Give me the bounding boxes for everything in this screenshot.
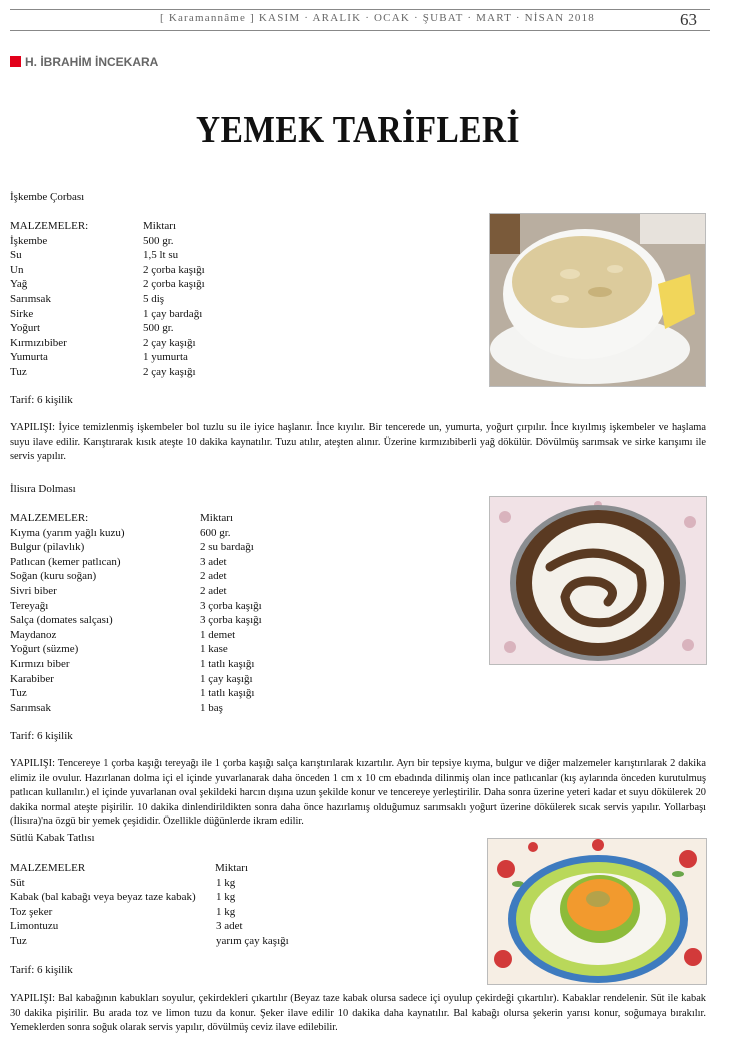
ingredient-amount: 500 gr. [143, 234, 174, 247]
ingredient-item: İşkembe [10, 234, 48, 247]
author-marker [10, 56, 21, 67]
ingredient-item: Kırmızıbiber [10, 336, 67, 349]
ingredient-amount: 2 çorba kaşığı [143, 263, 205, 276]
ingredient-item: Kıyma (yarım yağlı kuzu) [10, 526, 125, 539]
ingredient-amount: 500 gr. [143, 322, 174, 335]
serving-count: Tarif: 6 kişilik [10, 394, 73, 406]
ingredient-amount: 2 su bardağı [200, 541, 254, 554]
soup-bowl-icon [490, 214, 705, 386]
ingredient-amount: 1 tatlı kaşığı [200, 687, 255, 700]
ingredient-item: Toz şeker [10, 905, 53, 918]
serving-count: Tarif: 6 kişilik [10, 730, 73, 742]
ingredient-item: Soğan (kuru soğan) [10, 570, 97, 583]
ingredient-item: Un [10, 263, 24, 276]
ingredient-amount: 2 adet [200, 570, 227, 583]
ingredient-amount: 3 çorba kaşığı [200, 614, 262, 627]
ingredient-item: Bulgur (pilavlık) [10, 541, 85, 554]
ingredient-item: Tuz [10, 935, 27, 947]
ingredient-item: Limontuzu [10, 920, 59, 933]
author-name: H. İBRAHİM İNCEKARA [25, 55, 159, 69]
ingredient-amount: 3 çorba kaşığı [200, 599, 262, 612]
ingredient-item: Sarımsak [10, 701, 51, 714]
ingredient-item: Yumurta [10, 351, 48, 364]
ingredient-amount: 1 kg [216, 876, 236, 889]
amount-label: Miktarı [200, 512, 233, 524]
recipe-method: YAPILIŞI: Bal kabağının kabukları soyulur, çekirdekleri çıkartılır (Beyaz taze kabak olursa sadece içi oyulup çekirdeği çıkartılır). Kabaklar rendelenir. Süt ile kabak 30 dakika pişirilir. Bu arada toz ve limon tuzu da konur. Şeker ilave edilir 10 dakika daha kaynatılır. Bal kabağı olursa şekerin yarısı konur, soğumaya bırakılır. Yemeklerden sonra soğuk olarak servis yapılır, dövülmüş ceviz ilave edilebilir. [10, 993, 706, 1034]
dessert-bowl-icon [488, 839, 706, 984]
ingredient-item: Yoğurt (süzme) [10, 643, 79, 656]
ingredient-amount: 3 adet [216, 920, 243, 933]
page-number: 63 [680, 10, 697, 29]
ingredient-amount: 1 çay kaşığı [200, 672, 253, 685]
ingredient-amount: 2 çay kaşığı [143, 366, 196, 378]
recipe-title: İlisıra Dolması [10, 483, 76, 495]
ingredient-amount: 2 adet [200, 585, 227, 597]
recipe-title: İşkembe Çorbası [10, 191, 85, 203]
recipe-method: YAPILIŞI: Tencereye 1 çorba kaşığı tereyağı ile 1 çorba kaşığı salça karıştırılarak kızartılır. Ayrı bir tepsiye kıyma, bulgur ve diğer malzemeler karıştırılarak 2 dakika elimiz ile ovulur. Hazırlanan dolma içi el içinde yuvarlanarak daha önceden 1 cm x 10 cm ebadında dilinmiş olan ince patlıcanlar (kış aylarında önceden kurutulmuş patlıcan kullanılır.) el içinde yuvarlanan oval şekildeki harcın dışına uzun şekilde konur ve tencereye yerleştirilir. Daha sonra üzerine yeteri kadar et suyu dökülerek 20 dakika normal ateşte pişirilir. 10 dakika dinlendirildikten sonra daha önce hazırlamış olduğumuz sarımsaklı yoğurt üzerine dökülerek sıcak servis yapılır. Yollarbaşı (İlisıra)'na özgü bir yemek çeşididir. Özellikle düğünlerde ikram edilir. [10, 758, 706, 828]
ingredient-amount: 1 kg [216, 905, 236, 918]
ingredient-amount: 1 tatlı kaşığı [200, 658, 255, 670]
ingredients-label: MALZEMELER [10, 862, 86, 874]
ingredient-item: Yağ [10, 278, 28, 291]
ingredient-amount: yarım çay kaşığı [216, 935, 289, 947]
ingredient-amount: 1 kase [200, 643, 228, 656]
ingredient-item: Maydanoz [10, 628, 57, 641]
ingredient-item: Karabiber [10, 672, 54, 685]
ingredient-amount: 1 çay bardağı [143, 307, 203, 320]
amount-label: Miktarı [143, 220, 176, 232]
ingredient-item: Tereyağı [10, 599, 49, 612]
ingredient-amount: 1 yumurta [143, 351, 188, 364]
page-title: YEMEK TARİFLERİ [195, 109, 521, 151]
recipe-method: YAPILIŞI: İyice temizlenmiş işkembeler bol tuzlu su ile iyice haşlanır. İnce kıyılır. Bir tencerede un, yumurta, yoğurt çırpılır. İnce kıyılmış işkembeler ve haşlama suyu ilave edilir. Karıştırarak kısık ateşte 10 dakika kaynatılır. Tuzu atılır, ateşten alınır. Üzerine kırmızıbiberli yağ dökülür. Dövülmüş sarımsak ve sirke karışımı ile servis yapılır. [10, 422, 706, 463]
ingredient-amount: 1,5 lt su [143, 249, 179, 262]
amount-label: Miktarı [215, 862, 248, 874]
ingredient-item: Kabak (bal kabağı veya beyaz taze kabak) [10, 891, 196, 904]
ingredient-amount: 3 adet [200, 555, 227, 568]
ingredient-item: Sirke [10, 307, 34, 320]
ingredient-amount: 2 çorba kaşığı [143, 278, 205, 291]
ingredient-item: Sivri biber [10, 585, 57, 597]
header-rule-top [10, 9, 710, 10]
running-header: [ Karamannâme ] KASIM · ARALIK · OCAK · ŞUBAT · MART · NİSAN 2018 [160, 12, 596, 24]
ingredient-item: Tuz [10, 366, 27, 378]
header-rule-bottom [10, 30, 710, 31]
ingredient-item: Tuz [10, 687, 27, 700]
ingredient-amount: 600 gr. [200, 526, 231, 539]
ingredient-item: Süt [10, 876, 25, 889]
ingredient-item: Patlıcan (kemer patlıcan) [10, 555, 121, 568]
ingredient-amount: 1 demet [200, 628, 236, 641]
ingredient-amount: 1 kg [216, 891, 236, 904]
dolma-photo [489, 496, 707, 665]
ingredients-label: MALZEMELER: [10, 220, 89, 232]
ingredients-label: MALZEMELER: [10, 512, 89, 524]
ingredient-item: Su [10, 249, 22, 262]
ingredient-amount: 5 diş [143, 293, 165, 305]
ingredient-amount: 1 baş [200, 701, 223, 714]
dessert-photo [487, 838, 707, 985]
ingredient-item: Yoğurt [10, 322, 41, 335]
ingredient-item: Kırmızı biber [10, 658, 70, 670]
ingredient-item: Sarımsak [10, 293, 51, 305]
ingredient-item: Salça (domates salçası) [10, 614, 113, 627]
serving-count: Tarif: 6 kişilik [10, 964, 73, 976]
soup-photo [489, 213, 706, 387]
recipe-title: Sütlü Kabak Tatlısı [10, 832, 95, 844]
dolma-tray-icon [490, 497, 706, 664]
ingredient-amount: 2 çay kaşığı [143, 336, 196, 349]
